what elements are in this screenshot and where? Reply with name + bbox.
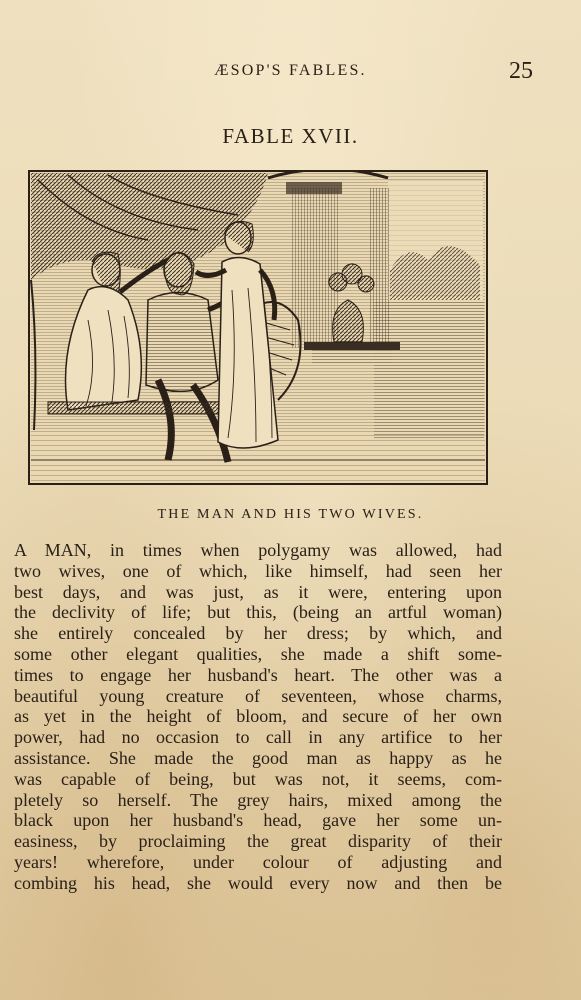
text-line: pletely so herself. The grey hairs, mixed among the — [14, 789, 502, 810]
text-line: as yet in the height of bloom, and secure of her own — [14, 706, 502, 727]
page-number: 25 — [509, 58, 533, 84]
text-line: beautiful young creature of seventeen, whose charms, — [14, 685, 502, 706]
woodcut-illustration — [28, 170, 488, 485]
fable-text — [14, 540, 502, 894]
text-line: she entirely concealed by her dress; by which, and — [14, 623, 502, 644]
illustration-caption: THE MAN AND HIS TWO WIVES. — [157, 507, 424, 522]
text-line: years! wherefore, under colour of adjusting and — [14, 851, 502, 872]
text-line: best days, and was just, as it were, entering upon — [14, 581, 502, 602]
text-line: combing his head, she would every now and then be — [14, 872, 502, 893]
fable-title: FABLE XVII. — [222, 124, 359, 148]
text-line: power, had no occasion to call in any artifice to her — [14, 727, 502, 748]
text-line: assistance. She made the good man as happy as he — [14, 747, 502, 768]
text-line: the declivity of life; but this, (being an artful woman) — [14, 602, 502, 623]
text-line: A MAN, in times when polygamy was allowed, had — [14, 540, 502, 560]
text-line: two wives, one of which, like himself, had seen her — [14, 560, 502, 581]
text-line: some other elegant qualities, she made a shift some- — [14, 643, 502, 664]
text-line: easiness, by proclaiming the great disparity of their — [14, 831, 502, 852]
text-line: times to engage her husband's heart. The other was a — [14, 664, 502, 685]
text-line: black upon her husband's head, gave her some un- — [14, 810, 502, 831]
running-head: ÆSOP'S FABLES. — [214, 62, 367, 79]
text-line: was capable of being, but was not, it seems, com- — [14, 768, 502, 789]
